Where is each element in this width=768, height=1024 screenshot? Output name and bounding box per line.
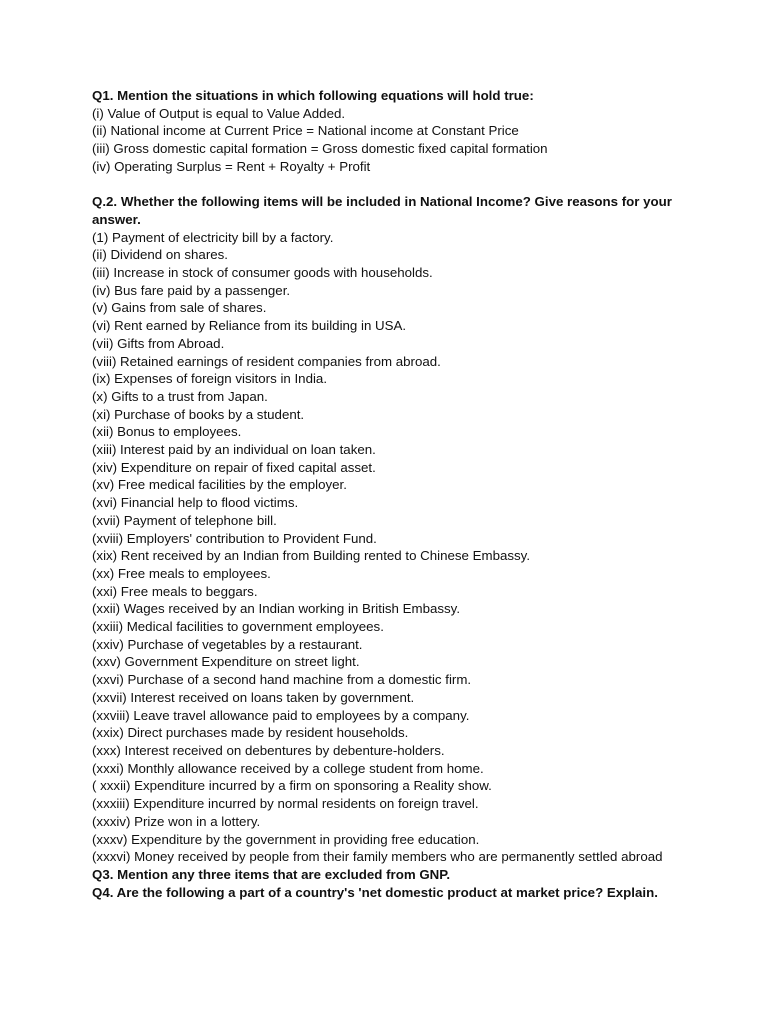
- question-1-item: (ii) National income at Current Price = National income at Constant Price: [92, 123, 519, 139]
- paragraph-gap: [92, 176, 672, 194]
- question-2-title: Q.2. Whether the following items will be included in National Income? Give reasons for your answer.: [92, 194, 672, 227]
- question-2-item: (vi) Rent earned by Reliance from its building in USA.: [92, 318, 407, 334]
- question-2-item: (iv) Bus fare paid by a passenger.: [92, 282, 291, 298]
- question-2-item: (xxvii) Interest received on loans taken by government.: [92, 689, 415, 705]
- question-2-item: (xix) Rent received by an Indian from Building rented to Chinese Embassy.: [92, 548, 531, 564]
- question-2-item: (xviii) Employers' contribution to Provident Fund.: [92, 530, 377, 546]
- question-2-item: (xiii) Interest paid by an individual on loan taken.: [92, 442, 376, 458]
- question-2-item: (xxiv) Purchase of vegetables by a restaurant.: [92, 636, 363, 652]
- question-2-item: (xxvi) Purchase of a second hand machine from a domestic firm.: [92, 672, 472, 688]
- question-2-item: (xxix) Direct purchases made by resident households.: [92, 725, 409, 741]
- question-2-item: (xxviii) Leave travel allowance paid to employees by a company.: [92, 707, 470, 723]
- question-2-item: (vii) Gifts from Abroad.: [92, 335, 225, 351]
- question-1-item: (iv) Operating Surplus = Rent + Royalty + Profit: [92, 158, 371, 174]
- question-2-item: (iii) Increase in stock of consumer goods with households.: [92, 265, 433, 281]
- question-2-item: (xx) Free meals to employees.: [92, 565, 271, 581]
- question-2-item: (xiv) Expenditure on repair of fixed capital asset.: [92, 459, 376, 475]
- question-2-item: (1) Payment of electricity bill by a factory.: [92, 229, 334, 245]
- document-page: [92, 87, 672, 901]
- question-2-item: (xi) Purchase of books by a student.: [92, 406, 305, 422]
- question-2-item: (xxxi) Monthly allowance received by a college student from home.: [92, 760, 484, 776]
- question-2-item: (xvii) Payment of telephone bill.: [92, 512, 277, 528]
- question-4: [92, 884, 672, 902]
- question-2-item: (xxi) Free meals to beggars.: [92, 583, 258, 599]
- question-2-item: (xxv) Government Expenditure on street light.: [92, 654, 360, 670]
- question-2-item: (xxii) Wages received by an Indian working in British Embassy.: [92, 601, 461, 617]
- question-2-item: (xxiii) Medical facilities to government employees.: [92, 619, 384, 635]
- question-2-item: (xii) Bonus to employees.: [92, 424, 242, 440]
- question-2-item: (viii) Retained earnings of resident companies from abroad.: [92, 353, 441, 369]
- question-2-item: (x) Gifts to a trust from Japan.: [92, 388, 268, 404]
- question-1-item: (i) Value of Output is equal to Value Added.: [92, 105, 346, 121]
- question-2-item: (ii) Dividend on shares.: [92, 247, 228, 263]
- question-2-item: (xvi) Financial help to flood victims.: [92, 495, 299, 511]
- question-2-item: (xxxiv) Prize won in a lottery.: [92, 813, 261, 829]
- question-1-item: (iii) Gross domestic capital formation = Gross domestic fixed capital formation: [92, 141, 548, 157]
- question-3-title: Q3. Mention any three items that are excluded from GNP.: [92, 866, 451, 882]
- question-1-title: Q1. Mention the situations in which following equations will hold true:: [92, 88, 534, 103]
- question-2-item: (xxxvi) Money received by people from their family members who are permanently settled abroad: [92, 849, 663, 865]
- question-2-item: ( xxxii) Expenditure incurred by a firm on sponsoring a Reality show.: [92, 778, 492, 794]
- question-2-item: (xxxv) Expenditure by the government in providing free education.: [92, 831, 480, 847]
- question-2-item: (v) Gains from sale of shares.: [92, 300, 267, 316]
- question-1: [92, 87, 672, 176]
- question-3: [92, 866, 672, 884]
- question-4-title: Q4. Are the following a part of a country's 'net domestic product at market price? Explain.: [92, 884, 658, 900]
- question-2-item: (xxx) Interest received on debentures by debenture-holders.: [92, 743, 445, 758]
- question-2-item: (xxxiii) Expenditure incurred by normal residents on foreign travel.: [92, 796, 479, 812]
- question-2: [92, 193, 672, 866]
- question-2-item: (xv) Free medical facilities by the employer.: [92, 477, 347, 493]
- question-2-item: (ix) Expenses of foreign visitors in India.: [92, 371, 328, 387]
